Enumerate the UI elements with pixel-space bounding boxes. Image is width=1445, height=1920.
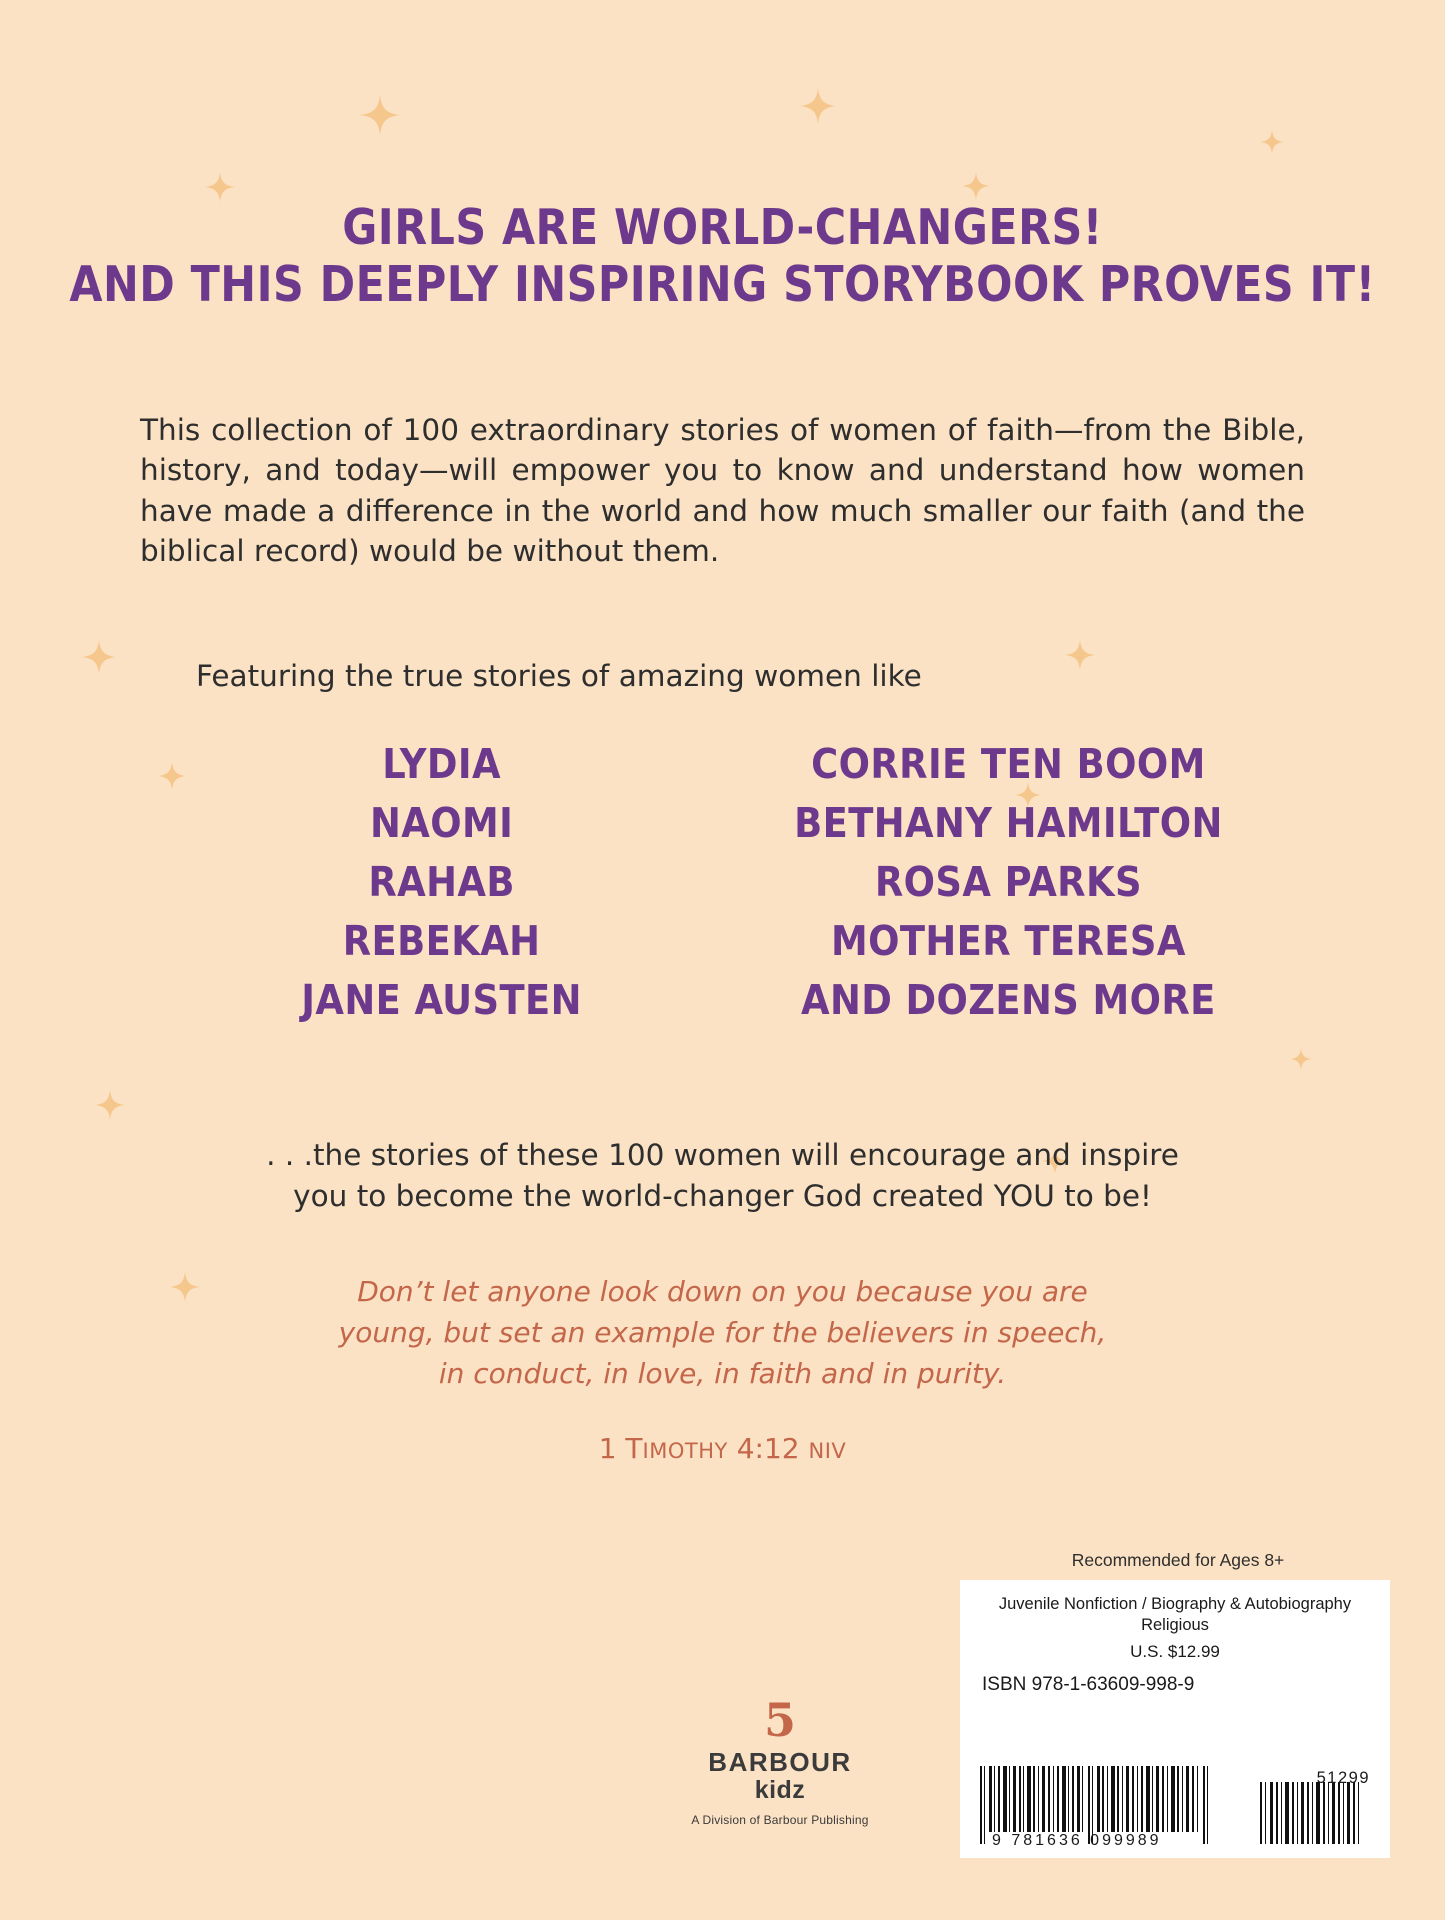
scripture-line-2: young, but set an example for the believers in speech,: [338, 1315, 1107, 1349]
name-item: JANE AUSTEN: [301, 976, 582, 1025]
reference-verse: 4:12: [727, 1432, 809, 1465]
publisher-logo: [690, 1693, 870, 1828]
reference-book-prefix: 1 T: [598, 1432, 643, 1465]
closing-line-2: you to become the world-changer God created YOU to be!: [293, 1179, 1152, 1214]
scripture-reference: [250, 1432, 1195, 1465]
bisac-category-line-2: Religious: [1141, 1615, 1209, 1634]
sparkle-icon: [962, 172, 990, 200]
description-text: This collection of 100 extraordinary stories of women of faith—from the Bible, history, and today—will empower you to know and understand how women have made a difference in the world and how much smaller our faith (and the biblical record) would be without them.: [140, 413, 1305, 569]
division-note: A Division of Barbour Publishing: [691, 1813, 869, 1828]
description-paragraph: [140, 410, 1305, 572]
name-item: BETHANY HAMILTON: [794, 799, 1223, 848]
publisher-name: BARBOUR: [708, 1747, 852, 1778]
isbn-label: ISBN 978-1-63609-998-9: [982, 1674, 1195, 1696]
name-item: RAHAB: [368, 858, 515, 907]
barcode-block: [960, 1580, 1390, 1858]
sparkle-icon: [205, 172, 235, 202]
barcode-digits: 9 781636 099989: [992, 1832, 1162, 1849]
ean5-addon-barcode-icon: [1258, 1782, 1363, 1844]
closing-line-1: . . .the stories of these 100 women will encourage and inspire: [266, 1138, 1179, 1172]
sparkle-icon: [170, 1272, 200, 1302]
name-item: LYDIA: [382, 740, 501, 788]
names-column-left: [180, 735, 703, 1030]
headline-line-2: AND THIS DEEPLY INSPIRING STORYBOOK PROVES IT!: [69, 255, 1376, 313]
sparkle-icon: [82, 640, 116, 674]
reference-translation: NIV: [808, 1439, 847, 1463]
barcode-bars: [978, 1766, 1363, 1848]
headline-line-1: GIRLS ARE WORLD-CHANGERS!: [342, 199, 1103, 256]
bisac-category-line-1: Juvenile Nonfiction / Biography & Autobiography: [998, 1595, 1352, 1613]
names-column-right: [747, 735, 1270, 1030]
name-item: REBEKAH: [342, 917, 541, 966]
sparkle-icon: [95, 1090, 125, 1120]
sparkle-icon: [800, 88, 836, 124]
name-item: MOTHER TERESA: [830, 917, 1186, 966]
bisac-category: [960, 1590, 1390, 1635]
age-recommendation: Recommended for Ages 8+: [1071, 1550, 1285, 1570]
sparkle-icon: [1290, 1048, 1312, 1070]
closing-paragraph: [140, 1135, 1305, 1218]
addon-digits: 51299: [1316, 1769, 1370, 1787]
name-item: ROSA PARKS: [874, 858, 1142, 907]
reference-book-rest: IMOTHY: [642, 1439, 728, 1463]
scripture-quote: [250, 1272, 1195, 1395]
scripture-line-1: Don’t let anyone look down on you because you are: [357, 1275, 1088, 1308]
scripture-line-3: in conduct, in love, in faith and in purity.: [438, 1356, 1007, 1390]
sparkle-icon: [360, 95, 400, 135]
name-item: NAOMI: [369, 799, 514, 848]
name-item: AND DOZENS MORE: [801, 976, 1216, 1025]
sparkle-icon: [1260, 130, 1284, 154]
featuring-line: Featuring the true stories of amazing women like: [196, 659, 922, 693]
featured-names: [180, 735, 1270, 1030]
page-title: [0, 200, 1445, 314]
barbour-flame-icon: 5: [763, 1693, 796, 1747]
price-label: U.S. $12.99: [1130, 1642, 1220, 1662]
name-item: CORRIE TEN BOOM: [811, 740, 1206, 788]
imprint-name: kidz: [754, 1776, 806, 1805]
